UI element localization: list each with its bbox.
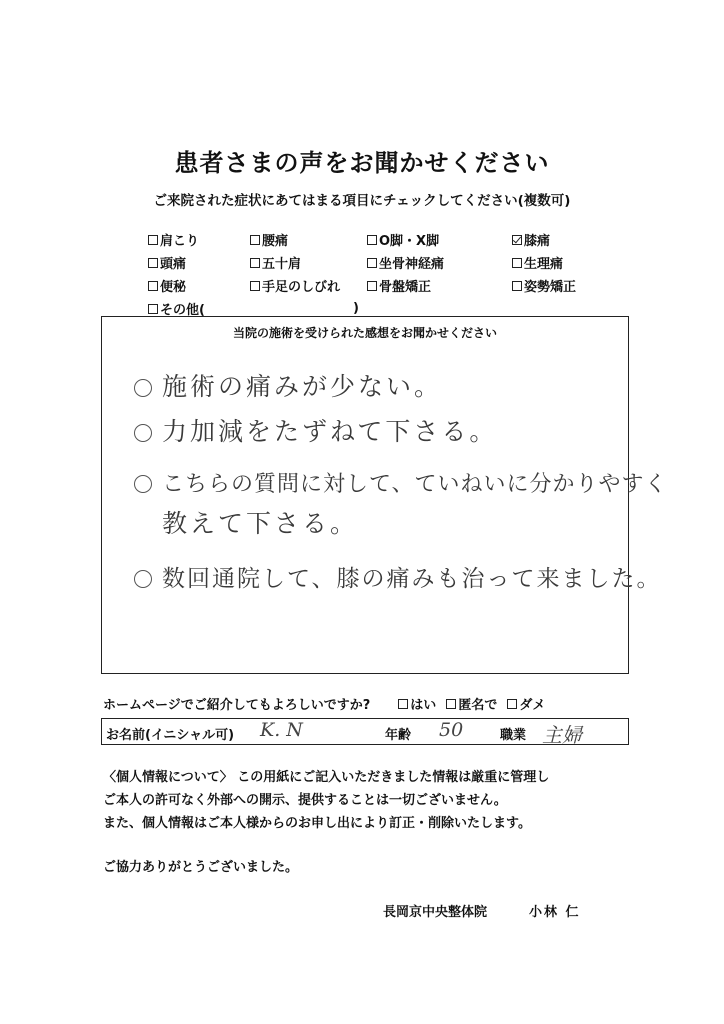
privacy-line: 〈個人情報について〉 この用紙にご記入いただきました情報は厳重に管理し: [103, 770, 550, 785]
checkbox[interactable]: [250, 281, 260, 291]
other-close: ): [352, 301, 359, 316]
symptom-item-pelvis[interactable]: [367, 276, 431, 295]
symptom-label: 肩こり: [160, 234, 200, 249]
other-label: その他(: [160, 303, 205, 318]
symptom-label: 坐骨神経痛: [379, 257, 445, 272]
thanks-message: ご協力ありがとうございました。: [103, 860, 299, 875]
symptom-item-menstrual-pain[interactable]: [512, 253, 563, 272]
option-yes[interactable]: はい: [398, 694, 436, 713]
symptom-item-numbness[interactable]: [250, 276, 340, 295]
symptom-label: 腰痛: [262, 234, 289, 249]
symptom-item-youtsuu[interactable]: [250, 230, 288, 249]
checkbox[interactable]: [250, 258, 260, 268]
symptom-item-posture[interactable]: [512, 276, 576, 295]
impression-line: 施術の痛みが少ない。: [134, 367, 442, 403]
checkbox[interactable]: [367, 258, 377, 268]
name-label: お名前(イニシャル可): [106, 728, 235, 743]
homepage-question: ホームページでご紹介してもよろしいですか?: [103, 698, 371, 713]
impression-line: 力加減をたずねて下さる。: [134, 412, 497, 448]
symptom-label: O脚・X脚: [379, 234, 440, 249]
symptom-item-o-x-legs[interactable]: [367, 230, 439, 249]
privacy-notice: [103, 766, 663, 835]
practitioner-name: 小林 仁: [529, 905, 581, 920]
privacy-line: また、個人情報はご本人様からのお申し出により訂正・削除いたします。: [103, 816, 531, 831]
checkbox[interactable]: [512, 258, 522, 268]
impression-line: 数回通院して、膝の痛みも治って来ました。: [134, 560, 662, 593]
symptom-item-frozen-shoulder[interactable]: [250, 253, 301, 272]
symptom-label: 頭痛: [160, 257, 187, 272]
impressions-box[interactable]: [101, 316, 668, 674]
checkbox[interactable]: [512, 281, 522, 291]
option-no[interactable]: ダメ: [507, 694, 545, 713]
checkbox[interactable]: [250, 235, 260, 245]
symptom-item-headache[interactable]: [148, 253, 186, 272]
bullet-circle-icon: [134, 379, 152, 397]
checkbox[interactable]: [398, 699, 408, 709]
symptom-label: 生理痛: [524, 257, 564, 272]
checkbox[interactable]: [148, 281, 158, 291]
checkbox[interactable]: [148, 235, 158, 245]
symptom-checklist: [148, 230, 608, 322]
name-field[interactable]: K. N: [260, 719, 303, 741]
age-label: 年齢: [385, 728, 412, 743]
impression-line-continued: 教えて下さる。: [162, 509, 359, 538]
symptom-item-sciatica[interactable]: [367, 253, 444, 272]
job-field[interactable]: 主婦: [542, 723, 582, 747]
respondent-info: [101, 718, 629, 745]
symptom-item-constipation[interactable]: [148, 276, 186, 295]
impressions-header: 当院の施術を受けられた感想をお聞かせください: [232, 326, 497, 340]
symptom-label: 手足のしびれ: [262, 280, 341, 295]
checkbox-checked[interactable]: [512, 235, 522, 245]
clinic-name: 長岡京中央整体院: [383, 905, 488, 920]
age-field[interactable]: 50: [439, 719, 464, 741]
bullet-circle-icon: [134, 475, 152, 493]
homepage-permission: [103, 694, 623, 713]
page-title: 患者さまの声をお聞かせください: [174, 149, 550, 177]
symptom-label: 膝痛: [524, 234, 551, 249]
bullet-circle-icon: [134, 424, 152, 442]
checkbox[interactable]: [148, 304, 158, 314]
symptom-item-knee-pain[interactable]: [512, 230, 550, 249]
symptom-label: 骨盤矯正: [379, 280, 432, 295]
bullet-circle-icon: [134, 570, 152, 588]
instructions: ご来院された症状にあてはまる項目にチェックしてください(複数可): [153, 193, 571, 209]
impression-line: こちらの質問に対して、ていねいに分かりやすく: [134, 467, 668, 498]
checkbox[interactable]: [507, 699, 517, 709]
option-anonymous[interactable]: 匿名で: [446, 694, 497, 713]
symptom-item-katakori[interactable]: [148, 230, 199, 249]
symptom-label: 便秘: [160, 280, 187, 295]
job-label: 職業: [500, 728, 527, 743]
checkbox[interactable]: [367, 235, 377, 245]
symptom-label: 五十肩: [262, 257, 302, 272]
checkbox[interactable]: [367, 281, 377, 291]
checkbox[interactable]: [148, 258, 158, 268]
symptom-label: 姿勢矯正: [524, 280, 577, 295]
privacy-line: ご本人の許可なく外部への開示、提供することは一切ございません。: [103, 793, 507, 808]
checkbox[interactable]: [446, 699, 456, 709]
